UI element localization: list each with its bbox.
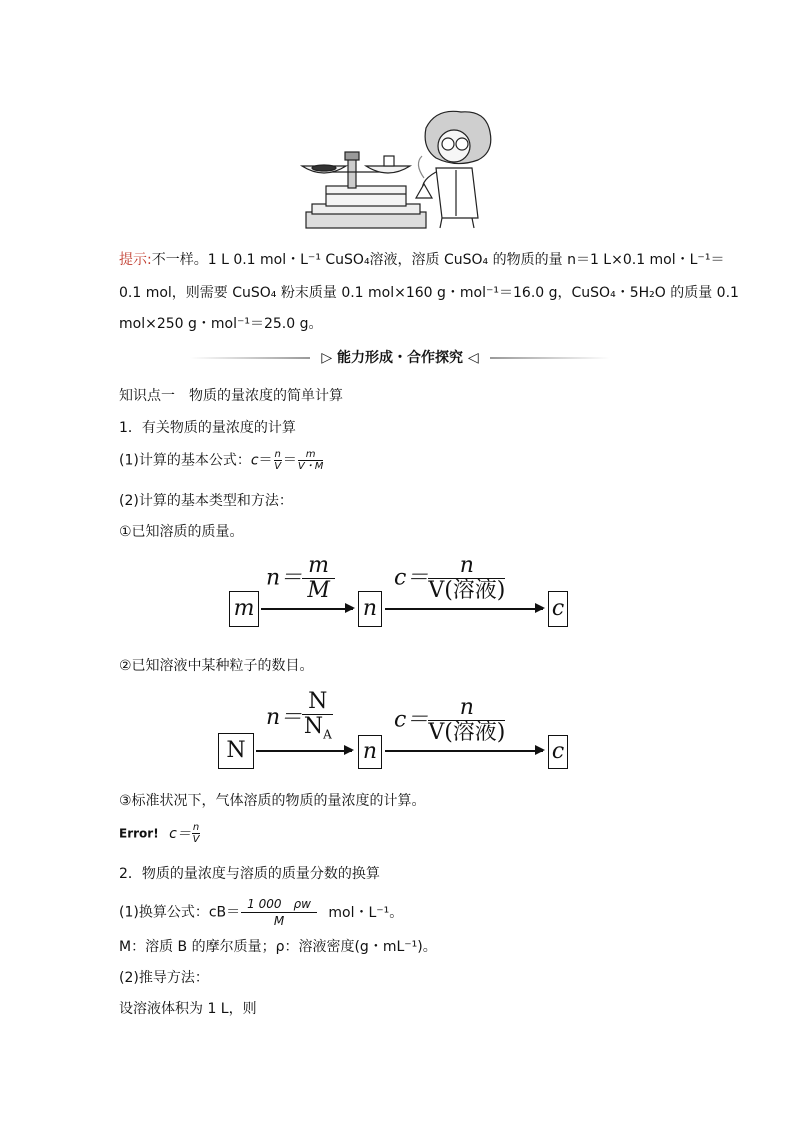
flow1-label2-lhs: c＝ [394, 565, 429, 591]
conversion-frac [241, 896, 317, 929]
flow1-box-n [358, 591, 382, 627]
hint-label: 提示: [119, 252, 152, 268]
flow2-box-N-text: N [226, 738, 246, 763]
frac-num-m: m [298, 449, 323, 461]
item1-heading: 1．有关物质的量浓度的计算 [119, 420, 296, 436]
flow1-label1-frac [302, 554, 335, 603]
formula-eq-1: ＝ [258, 452, 273, 469]
conversion-formula-prefix: (1)换算公式：cB＝ [119, 904, 241, 921]
flow1-box-m [229, 591, 259, 627]
frac-m-over-VM [298, 449, 323, 472]
flow2-label1-den-sub: A [323, 727, 332, 742]
flow2-label-1 [266, 690, 333, 746]
basic-formula-prefix: (1)计算的基本公式： [119, 452, 251, 469]
case3-frac-den: V [192, 834, 200, 845]
section-title-bar [190, 347, 610, 367]
flow1-label2-num: n [428, 554, 505, 579]
flow1-label-2 [394, 554, 505, 603]
derive-text: 设溶液体积为 1 L，则 [119, 1001, 257, 1017]
formula-eq-2: ＝ [282, 452, 297, 469]
flow2-arrow-2 [385, 750, 543, 752]
flow2-label1-den-text: N [303, 714, 324, 739]
flow1-label1-lhs: n＝ [266, 565, 303, 591]
basic-formula-line [119, 449, 324, 472]
flow2-label1-frac [302, 690, 333, 746]
flow1-label2-frac [428, 554, 505, 603]
flow2-label2-frac [428, 696, 505, 745]
item1-sub2: (2)计算的基本类型和方法： [119, 493, 293, 509]
frac-den-V: V [274, 461, 282, 472]
flow2-label1-num: N [302, 690, 333, 715]
flow1-arrow-2 [385, 608, 543, 610]
flow2-label-2 [394, 696, 505, 745]
conversion-frac-num: 1 000 ρw [241, 896, 317, 913]
flow2-box-c [548, 735, 568, 769]
case3-c-eq: c＝ [169, 825, 191, 842]
frac-n-over-V [274, 449, 282, 472]
formula-c: c [250, 452, 259, 469]
flow2-box-n [358, 735, 382, 769]
case2-text: ②已知溶液中某种粒子的数目。 [119, 658, 314, 674]
flow1-box-n-text: n [362, 596, 378, 621]
conversion-formula-line [119, 896, 403, 929]
flow1-box-c [548, 591, 568, 627]
case3-frac-num: n [192, 822, 200, 833]
flow2-label2-den: V(溶液) [428, 720, 506, 745]
case1-text: ①已知溶质的质量。 [119, 524, 244, 540]
flow1-label1-den: M [307, 578, 330, 603]
case3-text: ③标准状况下，气体溶质的物质的量浓度的计算。 [119, 793, 426, 809]
hint-line-3: mol×250 g・mol⁻¹＝25.0 g。 [119, 316, 323, 332]
title-rule-right [490, 357, 610, 359]
flow2-label2-lhs: c＝ [394, 707, 429, 733]
flow1-label2-den: V(溶液) [428, 578, 506, 603]
hint-line-2: 0.1 mol，则需要 CuSO₄ 粉末质量 0.1 mol×160 g・mol⁻¹＝16.0 g，CuSO₄・5H₂O 的质量 0.1 [119, 285, 739, 301]
hint-text-1: 不一样。1 L 0.1 mol・L⁻¹ CuSO₄溶液，溶质 CuSO₄ 的物质的量 n＝1 L×0.1 mol・L⁻¹＝ [151, 252, 725, 268]
error-text: Error! [119, 826, 159, 841]
item2-heading: 2．物质的量浓度与溶质的质量分数的换算 [119, 866, 380, 882]
title-rule-left [190, 357, 310, 359]
frac-den-VM: V・M [297, 461, 324, 472]
flow2-box-c-text: c [551, 739, 565, 764]
case3-formula-line [119, 822, 201, 845]
section-title: ▷ 能力形成・合作探究 ◁ [321, 350, 479, 366]
flow2-box-N [218, 733, 254, 769]
flow1-box-c-text: c [551, 596, 565, 621]
balance-icon [302, 152, 426, 228]
conversion-frac-den: M [273, 914, 285, 928]
flow2-label2-num: n [428, 696, 505, 721]
flow2-label1-den [302, 715, 333, 746]
flow1-label-1 [266, 554, 335, 603]
balance-scientist-illustration [296, 108, 496, 232]
flow2-arrow-1 [256, 750, 352, 752]
conversion-unit: mol・L⁻¹。 [328, 904, 404, 921]
item2-sub2: (2)推导方法： [119, 970, 209, 986]
flow1-box-m-text: m [233, 596, 255, 621]
flow2-box-n-text: n [362, 739, 378, 764]
flow1-label1-num: m [302, 554, 335, 579]
flow1-arrow-1 [261, 608, 353, 610]
hint-line-1 [119, 249, 724, 269]
case3-frac-n-over-V [192, 822, 200, 845]
frac-num-n: n [274, 449, 281, 460]
scientist-icon [416, 111, 491, 228]
conversion-legend: M：溶质 B 的摩尔质量；ρ：溶液密度(g・mL⁻¹)。 [119, 939, 437, 955]
flow2-label1-lhs: n＝ [266, 705, 303, 731]
knowledge-point-heading: 知识点一 物质的量浓度的简单计算 [119, 388, 343, 404]
